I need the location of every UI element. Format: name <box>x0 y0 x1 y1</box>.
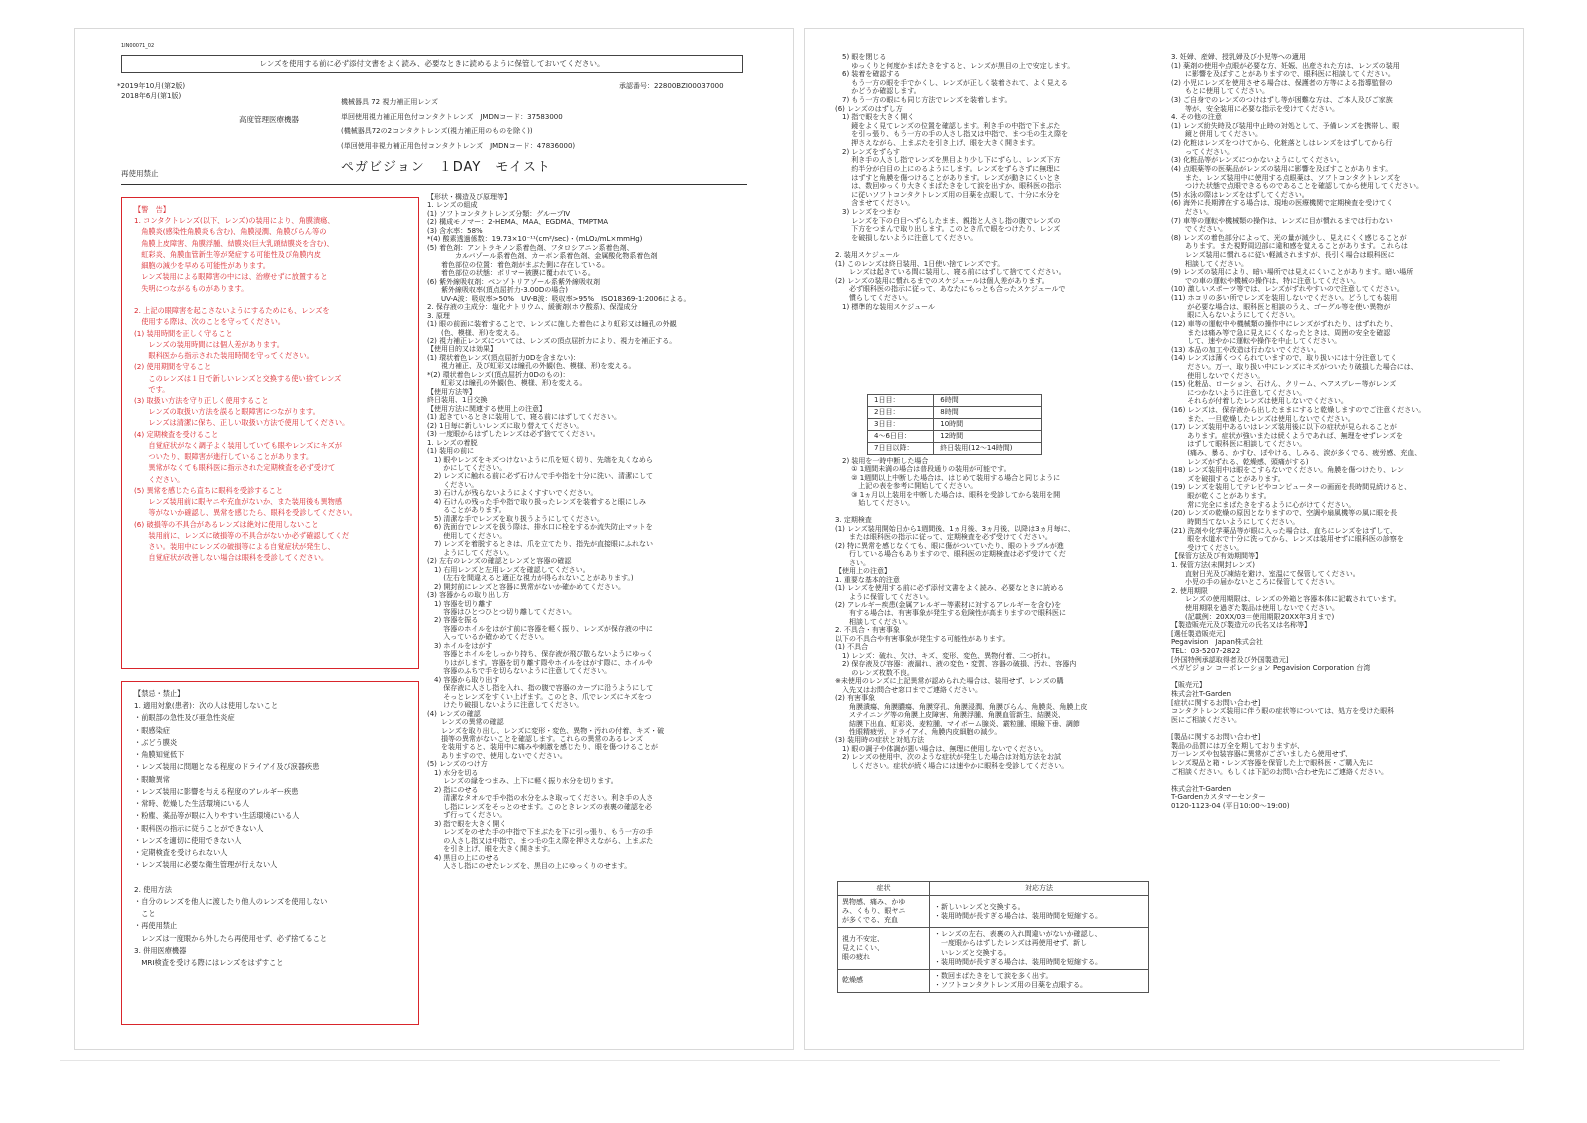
device-classification: 機械器具 72 視力補正用レンズ 単回使用視力補正用色付コンタクトレンズ JMDNコード：37583000 (機械器具72の2コンタクトレンズ(視力補正用のものを除く)) (単回使用非視力補正用色付コンタクトレンズ JMDNコード：47836000) <box>341 98 576 151</box>
symptom-cell: 視力不安定、 見えにくい、 眼の疲れ <box>838 928 930 969</box>
schedule-day: 4～6日目： <box>868 431 934 443</box>
notice-box <box>121 55 743 73</box>
schedule-hours: 終日装用(12～14時間) <box>934 443 1042 455</box>
symptom-row <box>838 969 1149 992</box>
structure-usage-column: 【形状・構造及び原理等】 1. レンズの組成 (1) ソフトコンタクトレンズ分類：グループⅣ (2) 構成モノマー：2-HEMA、MAA、EGDMA、TMPTMA (3) 含水率：58% *(4) 酸素透過係数：19.73×10⁻¹¹(cm²/sec)・(mLO₂/mL×mmHg) (5) 着色剤：アントラキノン系着色剤、フタロシアニン系着色剤、 カルバゾール系着色剤、カーボン系着色剤、金属酸化物系着色剤 着色部位の位置：着色剤がまぶた側に存在している。 着色部位の状態：ポリマー被膜に覆われている。 (6) 紫外線吸収剤：ベンゾトリアゾール系紫外線吸収剤 紫外線吸収率(頂点屈折力-3.00Dの場合) UV-A波：吸収率>50% UV-B波：吸収率>95% ISO18369-1:2006による。 2. 保存液の主成分：塩化ナトリウム、緩衝剤(ホウ酸系)、保湿成分 3. 原理 (1) 眼の前面に装着することで、レンズに施した着色により虹彩又は瞳孔の外観 (色、模様、形)を変える。 (2) 視力補正レンズについては、レンズの頂点屈折力により、視力を補正する。 【使用目的又は効果】 (1) 環状着色レンズ(頂点屈折力0Dを含まない)： 視力補正、及び虹彩又は瞳孔の外観(色、模様、形)を変える。 *(2) 環状着色レンズ(頂点屈折力0Dのもの)： 虹彩又は瞳孔の外観(色、模様、形)を変える。 【使用方法等】 終日装用、1日交換 【使用方法に関連する使用上の注意】 (1) 起きているときに装用して、寝る前にはずしてください。 (2) 1日毎に新しいレンズに取り替えてください。 (3) 一度眼からはずしたレンズは必ず捨ててください。 1. レンズの着脱 (1) 装用の前に 1) 眼やレンズをキズつけないように爪を短く切り、先端を丸くなめら かにしてください。 2) レンズに触れる前に必ず石けんで手や指を十分に洗い、清潔にして ください。 3) 石けんが残らないようによくすすいでください。 4) 石けんの残った手や指で取り扱ったレンズを装着すると眼にしみ ることがあります。 5) 清潔な手でレンズを取り扱うようにしてください。 6) 洗面台でレンズを扱う際は、排水口に栓をするか流失防止マットを 使用してください。 7) レンズを着脱するときは、爪を立てたり、指先が直接眼にふれない ようにしてください。 (2) 左右のレンズの確認とレンズと容器の確認 1) 右用レンズと左用レンズを確認してください。 (左右を間違えると適正な視力が得られないことがあります。) 2) 開封前にレンズと容器に異常がないか確かめてください。 (3) 容器からの取り出し方 1) 容器を切り離す 容器はひとつひとつ切り離してください。 2) 容器を振る 容器のホイルをはがす前に容器を軽く振り、レンズが保存液の中に 入っているか確かめてください。 3) ホイルをはがす 容器とホイルをしっかり持ち、保存液が飛び散らないようにゆっく りはがします。容器を切り離す際やホイルをはがす際に、ホイルや 容器のふちで手を切らないように注意してください。 4) 容器から取り出す 保存液に人さし指を入れ、指の腹で容器のカーブに沿うようにして そっとレンズをすくい上げます。このとき、爪でレンズにキズをつ けたり破損しないように注意してください。 (4) レンズの確認 レンズの異常の確認 レンズを取り出し、レンズに変形・変色、異物・汚れの付着、キズ・破 損等の異常がないことを確認します。これらの異常のあるレンズ を装用すると、装用中に痛みや刺激を感じたり、眼を傷つけることが ありますので、使用しないでください。 (5) レンズのつけ方 1) 水分を切る レンズの縁をつまみ、上下に軽く振り水分を切ります。 2) 指にのせる 清潔なタオルで手や指の水分をふき取ってください。利き手の人さ し指にレンズをそっとのせます。このときレンズの表裏の確認を必 ず行ってください。 3) 指で眼を大きく開く レンズをのせた手の中指で下まぶたを下に引っ張り、もう一方の手 の人さし指又は中指で、まつ毛の生え際を押さえながら、上まぶた を引き上げ、眼を大きく開きます。 4) 黒目の上にのせる 人さし指にのせたレンズを、黒目の上にゆっくりのせます。 <box>427 193 691 871</box>
symptom-table <box>837 881 1149 993</box>
schedule-row <box>868 431 1042 443</box>
right-page <box>804 28 1524 1050</box>
symptom-row <box>838 896 1149 928</box>
device-category: 高度管理医療機器 <box>239 115 299 124</box>
symptom-row <box>838 928 1149 969</box>
action-cell: ・レンズの左右、表裏の入れ間違いがないか確認し、 一度眼からはずしたレンズは再使用せず、新し いレンズと交換する。 ・装用時間が長すぎる場合は、装用時間を短縮する。 <box>930 928 1149 969</box>
left-page <box>74 28 794 1050</box>
schedule-day: 2日目： <box>868 407 934 419</box>
symptom-cell: 異物感、痛み、かゆ み、くもり、眼ヤニ が多くでる、充血 <box>838 896 930 928</box>
schedule-day: 3日目： <box>868 419 934 431</box>
schedule-hours: 10時間 <box>934 419 1042 431</box>
doc-code: 1IN00071_02 <box>121 43 155 49</box>
schedule-row <box>868 443 1042 455</box>
warning-text: 【警 告】 1. コンタクトレンズ(以下、レンズ)の装用により、角膜潰瘍、 角膜炎(感染性角膜炎も含む)、角膜浸潤、角膜びらん等の 角膜上皮障害、角膜浮腫、結膜炎(巨大乳頭結膜炎を含む)、 虹彩炎、角膜血管新生等が発症する可能性及び角膜内皮 細胞の減少を早める可能性があります。 レンズ装用による眼障害の中には、治療せずに放置すると 失明につながるものがあります。 2. 上記の眼障害を起こさないようにするためにも、レンズを 使用する際は、次のことを守ってください。 (1) 装用時間を正しく守ること レンズの装用時間には個人差があります。 眼科医から指示された装用時間を守ってください。 (2) 使用期間を守ること このレンズは１日で新しいレンズと交換する使い捨てレンズ です。 (3) 取扱い方法を守り正しく使用すること レンズの取扱い方法を誤ると眼障害につながります。 レンズは清潔に保ち、正しい取扱い方法で使用してください。 (4) 定期検査を受けること 自覚症状がなく調子よく装用していても眼やレンズにキズが ついたり、眼障害が進行していることがあります。 異常がなくても眼科医に指示された定期検査を必ず受けて ください。 (5) 異常を感じたら直ちに眼科を受診すること レンズ装用前に眼ヤニや充血がないか、また装用後も異物感 等がないか確認し、異常を感じたら、眼科を受診してください。 (6) 破損等の不具合があるレンズは絶対に使用しないこと 装用前に、レンズに破損等の不具合がないか必ず確認してくだ さい。装用中にレンズの破損等による自覚症状が発生し、 自覚症状が改善しない場合は眼科を受診してください。 <box>134 205 357 563</box>
schedule-day: 7日目以降： <box>868 443 934 455</box>
right-column1-bottom: 2) 装用を一時中断した場合 ① 1週間未満の場合は普段通りの装用が可能です。 ② 1週間以上中断した場合は、はじめて装用する場合と同じように 上記の表を参考に開始してください。 ③ 1ヵ月以上装用を中断した場合は、眼科を受診してから装用を開 始してください。 3. 定期検査 (1) レンズ装用開始日から1週間後、1ヵ月後、3ヵ月後、以降は3ヵ月毎に、 または眼科医の指示に従って、定期検査を必ず受けてください。 (2) 特に異常を感じなくても、眼に傷がついていたり、眼のトラブルが進 行している場合もありますので、眼科医の定期検査は必ず受けてくだ さい。 【使用上の注意】 1. 重要な基本的注意 (1) レンズを使用する前に必ず添付文書をよく読み、必要なときに読める ように保管してください。 (2) アレルギー疾患(金属アレルギー等素材に対するアレルギーを含む)を 有する場合は、有害事象が発生する危険性が高まりますので眼科医に 相談してください。 2. 不具合・有害事象 以下の不具合や有害事象が発生する可能性があります。 (1) 不具合 1) レンズ：破れ、欠け、キズ、変形、変色、異物付着、二つ折れ。 2) 保存液及び容器：液漏れ、液の変色・変質、容器の破損、汚れ、容器内 のレンズ枚数不良。 ※未使用のレンズに上記異常が認められた場合は、装用せず、レンズの購 入先又はお問合せ窓口までご連絡ください。 (2) 有害事象 角膜潰瘍、角膜膿瘍、角膜穿孔、角膜浸潤、角膜びらん、角膜炎、角膜上皮 ステイニング等の角膜上皮障害、角膜浮腫、角膜血管新生、結膜炎、 結膜下出血、虹彩炎、麦粒腫、マイボーム腺炎、霰粒腫、眼瞼下垂、調節 性眼精疲労、ドライアイ、角膜内皮細胞の減少。 (3) 装用時の症状と対処方法 1) 眼の調子や体調が悪い場合は、無理に使用しないでください。 2) レンズの使用中、次のような症状が発生した場合は対処方法をお試 しください。症状が続く場合には速やかに眼科を受診してください。 <box>835 457 1088 770</box>
wear-schedule-table <box>867 394 1042 455</box>
action-header: 対応方法 <box>930 882 1149 896</box>
schedule-hours: 6時間 <box>934 395 1042 407</box>
right-column1-top: 5) 眼を閉じる ゆっくりと何度かまばたきをすると、レンズが黒目の上で安定します。 6) 装着を確認する もう一方の眼を手でかくし、レンズが正しく装着されて、よく見える かどうか確認します。 7) もう一方の眼にも同じ方法でレンズを装着します。 (6) レンズのはずし方 1) 指で眼を大きく開く 鏡をよく見てレンズの位置を確認します。利き手の中指で下まぶた を引っ張り、もう一方の手の人さし指又は中指で、まつ毛の生え際を 押さえながら、上まぶたを引き上げ、眼を大きく開きます。 2) レンズをずらす 利き手の人さし指でレンズを黒目より少し下にずらし、レンズ下方 約半分が白目の上にのるようにします。レンズをずらさずに無理に はずすと角膜を傷つけることがあります。レンズが動きにくいとき は、数回ゆっくり大きくまばたきをして涙を出すか、眼科医の指示 に従いソフトコンタクトレンズ用の目薬を点眼して、十分に水分を 含ませてください。 3) レンズをつまむ レンズを下の白目へずらしたまま、親指と人さし指の腹でレンズの 下方をつまんで取り出します。このとき爪で眼をつけたり、レンズ を破損しないように注意してください。 2. 装用スケジュール (1) このレンズは終日装用、1日使い捨てレンズです。 レンズは起きている間に装用し、寝る前にはずして捨ててください。 (2) レンズの装用に慣れるまでのスケジュールは個人差があります。 必ず眼科医の指示に従って、あなたにもっとも合ったスケジュールで 慣らしてください。 1) 標準的な装用スケジュール <box>835 53 1075 311</box>
date-revised: *2019年10月(第2版) <box>117 82 186 90</box>
schedule-row <box>868 419 1042 431</box>
schedule-hours: 8時間 <box>934 407 1042 419</box>
header-rule <box>121 184 747 185</box>
schedule-row <box>868 407 1042 419</box>
reuse-banned: 再使用禁止 <box>121 169 159 178</box>
prohibition-box <box>121 681 419 1025</box>
action-cell: ・新しいレンズと交換する。 ・装用時間が長すぎる場合は、装用時間を短縮する。 <box>930 896 1149 928</box>
prohibition-text: 【禁忌・禁止】 1. 適用対象(患者)：次の人は使用しないこと ・前眼部の急性及び亜急性炎症 ・眼感染症 ・ぶどう膜炎 ・角膜知覚低下 ・レンズ装用に問題となる程度のドライアイ及び涙器疾患 ・眼瞼異常 ・レンズ装用に影響を与える程度のアレルギー疾患 ・常時、乾燥した生活環境にいる人 ・粉塵、薬品等が眼に入りやすい生活環境にいる人 ・眼科医の指示に従うことができない人 ・レンズを適切に使用できない人 ・定期検査を受けられない人 ・レンズ装用に必要な衛生管理が行えない人 2. 使用方法 ・自分のレンズを他人に渡したり他人のレンズを使用しない こと ・再使用禁止 レンズは一度眼から外したら再使用せず、必ず捨てること 3. 併用医療機器 MRI検査を受ける際にはレンズをはずすこと <box>134 689 328 968</box>
product-name: ペガビジョン １DAY モイスト <box>341 160 551 175</box>
approval-number: 承認番号：22800BZI00037000 <box>619 82 724 90</box>
schedule-day: 1日目： <box>868 395 934 407</box>
schedule-hours: 12時間 <box>934 431 1042 443</box>
warning-box <box>121 197 419 669</box>
schedule-row <box>868 395 1042 407</box>
notice-text: レンズを使用する前に必ず添付文書をよく読み、必要なときに読めるように保管しておいてください。 <box>259 59 605 68</box>
bottom-divider <box>60 1060 1500 1061</box>
symptom-table-header <box>838 882 1149 896</box>
symptom-cell: 乾燥感 <box>838 969 930 992</box>
action-cell: ・数回まばたきをして涙を多く出す。 ・ソフトコンタクトレンズ用の目薬を点眼する。 <box>930 969 1149 992</box>
right-column2: 3. 妊婦、産婦、授乳婦及び小児等への適用 (1) 薬剤の使用や点眼が必要な方、妊娠、出産された方は、レンズの装用 に影響を及ぼすことがありますので、眼科医に相談してください。 (2) 小児にレンズを使用させる場合は、保護者の方等による指導監督の もとに使用してください。 (3) ご自身でのレンズのつけはずし等が困難な方は、ご本人及びご家族 等が、安全装用に必要な指示を受けてください。 4. その他の注意 (1) レンズ紛失時及び装用中止時の対処として、予備レンズを携帯し、眼 鏡と併用してください。 (2) 化粧はレンズをつけてから、化粧落としはレンズをはずしてから行 ってください。 (3) 化粧品等がレンズにつかないようにしてください。 (4) 点眼薬等の医薬品がレンズの装用に影響を及ぼすことがあります。 また、レンズ装用中に使用する点眼薬は、ソフトコンタクトレンズを つけた状態で点眼できるものであることを確認してから使用してください。 (5) 水泳の際はレンズをはずしてください。 (6) 海外に長期滞在する場合は、現地の医療機関で定期検査を受けてく ださい。 (7) 車等の運転や機械類の操作は、レンズに目が慣れるまでは行わない でください。 (8) レンズの着色部分によって、光の量が減少し、見えにくく感じることが あります。また視野周辺部に違和感を覚えることがあります。これらは レンズ装用に慣れるに従い軽減されますが、長引く場合は眼科医に 相談してください。 (9) レンズの装用により、暗い場所では見えにくいことがあります。暗い場所 での車の運転や機械の操作は、特に注意してください。 (10) 激しいスポーツ等では、レンズがずれやすいので注意してください。 (11) ホコリの多い所でレンズを装用しないでください。どうしても装用 が必要な場合は、眼科医と相談のうえ、ゴーグル等を使い異物が 眼に入らないようにしてください。 (12) 車等の運転中や機械類の操作中にレンズがずれたり、はずれたり、 または痛み等で急に見えにくくなったときは、周囲の安全を確認 して、速やかに運転や操作を中止してください。 (13) 本品の加工や改造は行わないでください。 (14) レンズは薄くつくられていますので、取り扱いには十分注意してく ださい。万一、取り扱い中にレンズにキズがついたり破損した場合には、 使用しないでください。 (15) 化粧品、ローション、石けん、クリーム、ヘアスプレー等がレンズ につかないように注意してください。 それらが付着したレンズは使用しないでください。 (16) レンズは、保存液から出したままにすると乾燥しますのでご注意ください。 また、一旦乾燥したレンズは使用しないでください。 (17) レンズ装用中あるいはレンズ装用後に以下の症状が見られることが あります。症状が強いまたは続くようであれば、無理をせずレンズを はずして眼科医に相談してください。 (痛み、暴る、かすむ、ぼやける、しみる、涙が多くでる、疲労感、充血、 レンズがずれる、乾燥感、頭痛がする) (18) レンズ装用中は眼をこすらないでください。角膜を傷つけたり、レン ズを破損することがあります。 (19) レンズを装用してテレビやコンピューターの画面を長時間見続けると、 眼が乾くことがあります。 常に完全にまばたきをするように心がけてください。 (20) レンズの乾燥の原因となりますので、空調や扇風機等の風に眼を長 時間当てないようにしてください。 (21) 洗剤や化学薬品等が眼に入った場合は、直ちにレンズをはずして、 眼を水道水で十分に洗ってから、レンズは装用せずに眼科医の診察を 受けてください。 【保管方法及び有効期間等】 1. 保管方法(未開封レンズ) 直射日光及び凍結を避け、室温にて保管してください。 小児の手の届かないところに保管してください。 2. 使用期限 レンズの使用期限は、レンズの外箱と容器本体に記載されています。 使用期限を過ぎた製品は使用しないでください。 (記載例：20XX/03＝使用期限20XX年3月まで) 【製造販売元及び製造元の氏名又は名称等】 [選任製造販売元] Pegavision Japan株式会社 TEL：03-5207-2822 [外国特例承認取得者及び外国製造元] ペガビジョン コーポレーション Pegavision Corporation 台湾 【販売元】 株式会社T-Garden [症状に関するお問い合わせ] コンタクトレンズ装用に伴う眼の症状等については、処方を受けた眼科 医にご相談ください。 [製品に関するお問い合わせ] 製品の品質には万全を期しておりますが、 万一レンズや包装容器に異常がございましたら使用せず、 レンズ現品と箱・レンズ容器を保管した上で眼科医・ご購入先に ご相談ください。もしくは下記のお問い合わせ先にご連絡ください。 株式会社T-Garden T-Gardenカスタマーセンター 0120-1123-04 (平日10:00～19:00) <box>1171 53 1426 811</box>
date-created: 2018年6月(第1版) <box>121 92 182 100</box>
symptom-header: 症状 <box>838 882 930 896</box>
